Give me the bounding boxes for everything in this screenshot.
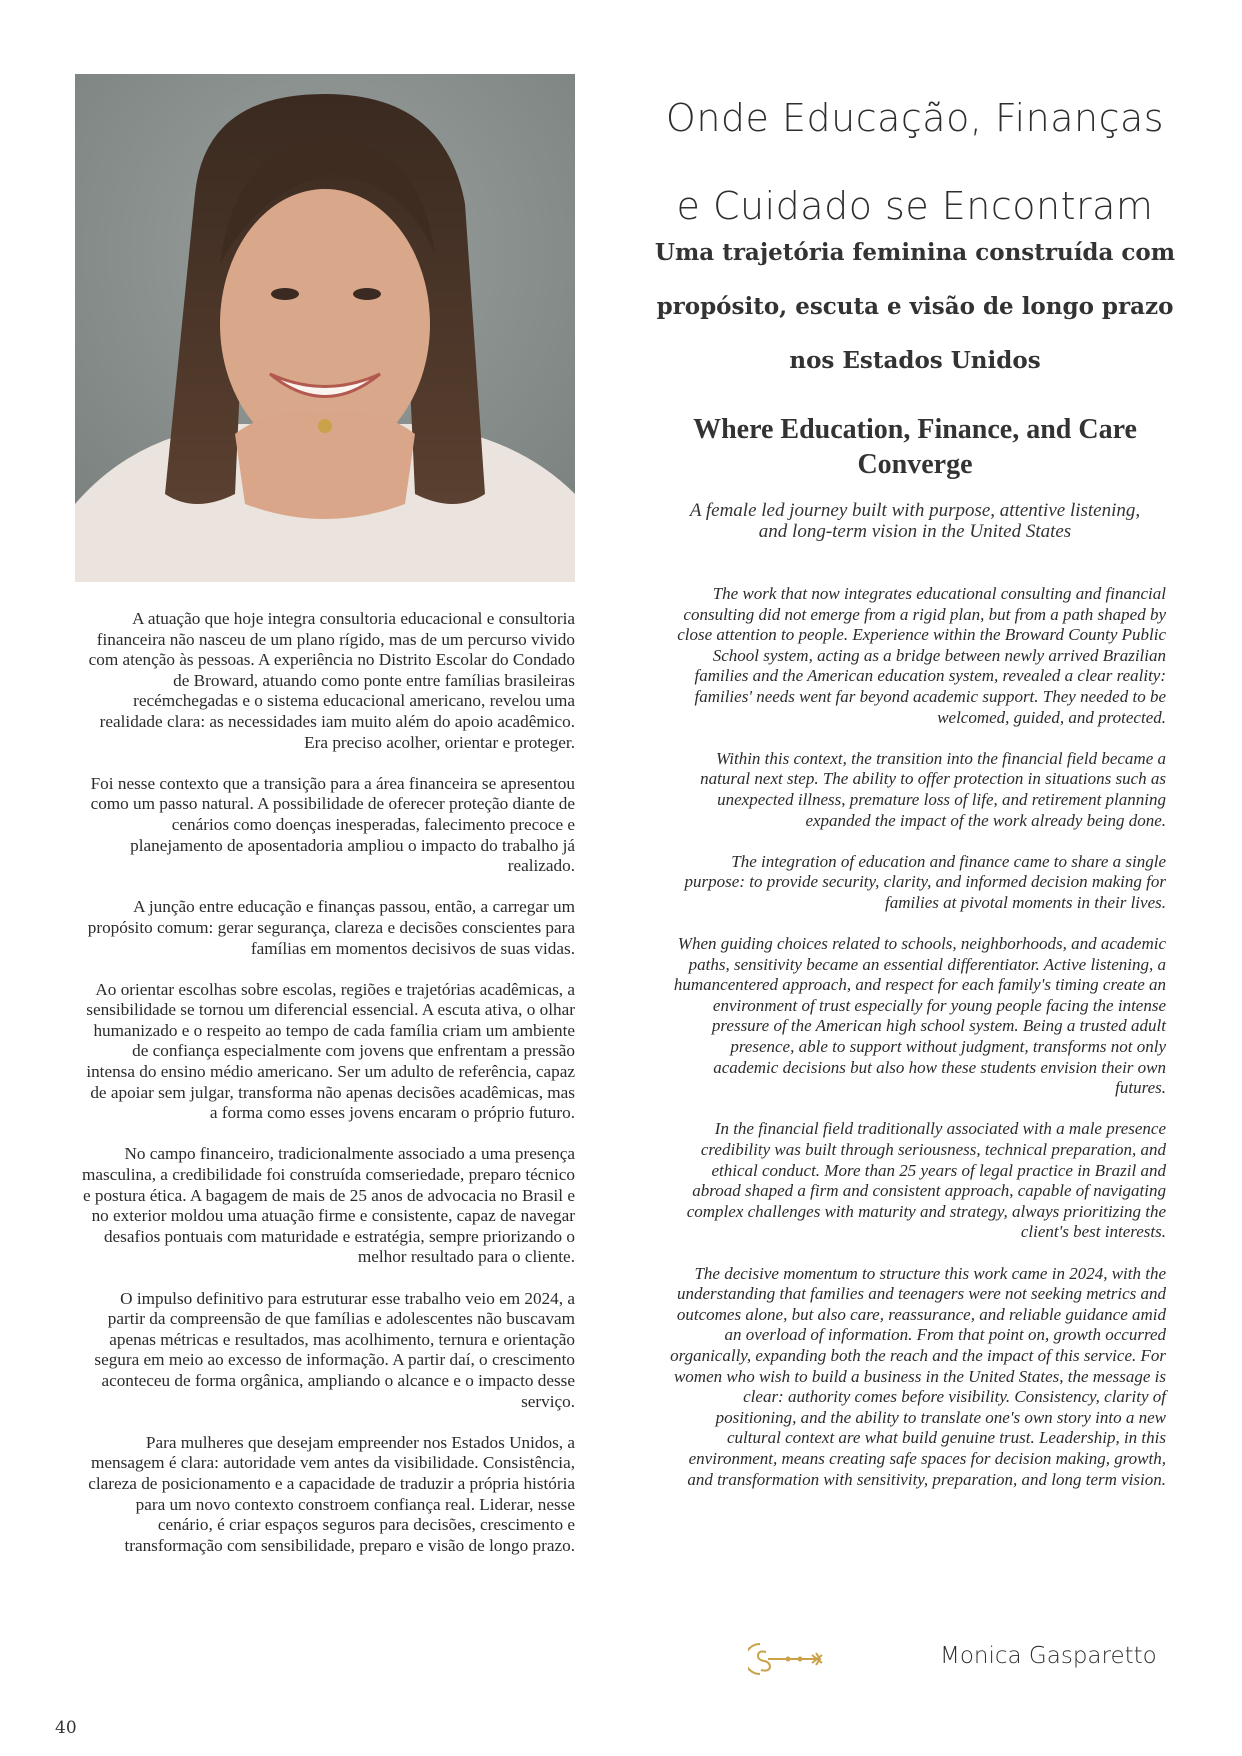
english-paragraph: In the financial field traditionally associated with a male presence credibility was built through seriousness, technical preparation, and ethical conduct. More than 25 years of legal practice in Brazil and abroad shaped a firm and consistent approach, capable of navigating complex challenges with maturity and strategy, always prioritizing the client's best interests. — [686, 1119, 1166, 1242]
english-article-column — [670, 584, 1166, 1511]
english-paragraph: When guiding choices related to schools, neighborhoods, and academic paths, sensitivity became an essential differentiator. Active listening, a humancentered approach, and respect for each family's timing create an environment of trust especially for young people facing the intense pressure of the American high school system. Being a trusted adult presence, able to support without judgment, transforms not only academic decisions but also how these students envision their own futures. — [673, 934, 1166, 1098]
portuguese-paragraph: Para mulheres que desejam empreender nos Estados Unidos, a mensagem é clara: autoridade vem antes da visibilidade. Consistência, clareza de posicionamento e a capacidade de traduzir a própria história para um novo contexto constroem confiança real. Liderar, nesse cenário, é criar espaços seguros para decisões, crescimento e transformação com sensibilidade, preparo e visão de longo prazo. — [88, 1432, 575, 1555]
portuguese-paragraph: A junção entre educação e finanças passou, então, a carregar um propósito comum: gerar segurança, clareza e decisões conscientes para famílias em momentos decisivos de suas vidas. — [87, 897, 575, 958]
main-title — [630, 74, 1200, 250]
page-number: 40 — [55, 1718, 77, 1738]
english-title: Where Education, Finance, and Care Converge — [693, 414, 1137, 480]
author-portrait-photo — [75, 74, 575, 582]
main-title-line-1: Onde Educação, Finanças — [665, 96, 1165, 140]
portuguese-paragraph: No campo financeiro, tradicionalmente associado a uma presença masculina, a credibilidade foi construída comseriedade, preparo técnico e postura ética. A bagagem de mais de 25 anos de advocacia no Brasil e no exterior moldou uma atuação firme e consistente, capaz de navegar desafios pontuais com maturidade e estratégia, sempre priorizando o melhor resultado para o cliente. — [82, 1144, 575, 1267]
english-paragraph: The integration of education and finance came to share a single purpose: to provide security, clarity, and informed decision making for families at pivotal moments in their lives. — [684, 851, 1166, 912]
portuguese-article-column — [80, 609, 575, 1577]
english-paragraph: The work that now integrates educational consulting and financial consulting did not emerge from a rigid plan, but from a path shaped by close attention to people. Experience within the Broward County Public School system, acting as a bridge between newly arrived Brazilian families and the American education system, revealed a clear reality: families' needs went far beyond academic support. They needed to be welcomed, guided, and protected. — [677, 584, 1166, 727]
portuguese-paragraph: Foi nesse contexto que a transição para a área financeira se apresentou como um passo natural. A possibilidade de oferecer proteção diante de cenários como doenças inesperadas, falecimento precoce e planejamento de aposentadoria ampliou o impacto do trabalho já realizado. — [90, 773, 575, 876]
main-title-line-2: e Cuidado se Encontram — [676, 184, 1154, 228]
english-subtitle: A female led journey built with purpose, attentive listening, and long-term vision in the United States — [689, 500, 1141, 542]
portuguese-paragraph: Ao orientar escolhas sobre escolas, regiões e trajetórias acadêmicas, a sensibilidade se tornou um diferencial essencial. A escuta ativa, o olhar humanizado e o respeito ao tempo de cada família criam um ambiente de confiança especialmente com jovens que enfrentam a pressão intensa do ensino médio americano. Ser um adulto de referência, capaz de apoiar sem julgar, transforma não apenas decisões acadêmicas, mas a forma como esses jovens encaram o próprio futuro. — [86, 979, 575, 1123]
portrait-illustration — [75, 74, 575, 582]
english-paragraph: Within this context, the transition into the financial field became a natural next step. The ability to offer protection in situations such as unexpected illness, premature loss of life, and retirement planning expanded the impact of the work already being done. — [700, 748, 1166, 830]
author-signature: Monica Gasparetto — [940, 1643, 1157, 1669]
english-paragraph: The decisive momentum to structure this work came in 2024, with the understanding that families and teenagers were not seeking metrics and outcomes alone, but also care, reassurance, and reliable guidance amid an overload of information. From that point on, growth occurred organically, expanding both the reach and the impact of this service. For women who wish to build a business in the United States, the message is clear: authority comes before visibility. Consistency, clarity of positioning, and the ability to translate one's own story into a new cultural context are what build genuine trust. Leadership, in this environment, means creating safe spaces for decision making, growth, and transformation with sensitivity, preparation, and long term vision. — [670, 1263, 1166, 1489]
portuguese-paragraph: O impulso definitivo para estruturar esse trabalho veio em 2024, a partir da compreensão de que famílias e adolescentes não buscavam apenas métricas e resultados, mas acolhimento, ternura e orientação segura em meio ao excesso de informação. A partir daí, o crescimento aconteceu de forma orgânica, ampliando o alcance e o impacto desse serviço. — [94, 1288, 575, 1411]
key-logo-icon — [748, 1640, 828, 1678]
portuguese-paragraph: A atuação que hoje integra consultoria educacional e consultoria financeira não nasceu de um plano rígido, mas de um percurso vivido com atenção às pessoas. A experiência no Distrito Escolar do Condado de Broward, atuando como ponte entre famílias brasileiras recémchegadas e o sistema educacional americano, revelou uma realidade clara: as necessidades iam muito além do apoio acadêmico. Era preciso acolher, orientar e proteger. — [88, 609, 575, 752]
subtitle: Uma trajetória feminina construída com propósito, escuta e visão de longo prazo nos Estados Unidos — [654, 239, 1176, 374]
